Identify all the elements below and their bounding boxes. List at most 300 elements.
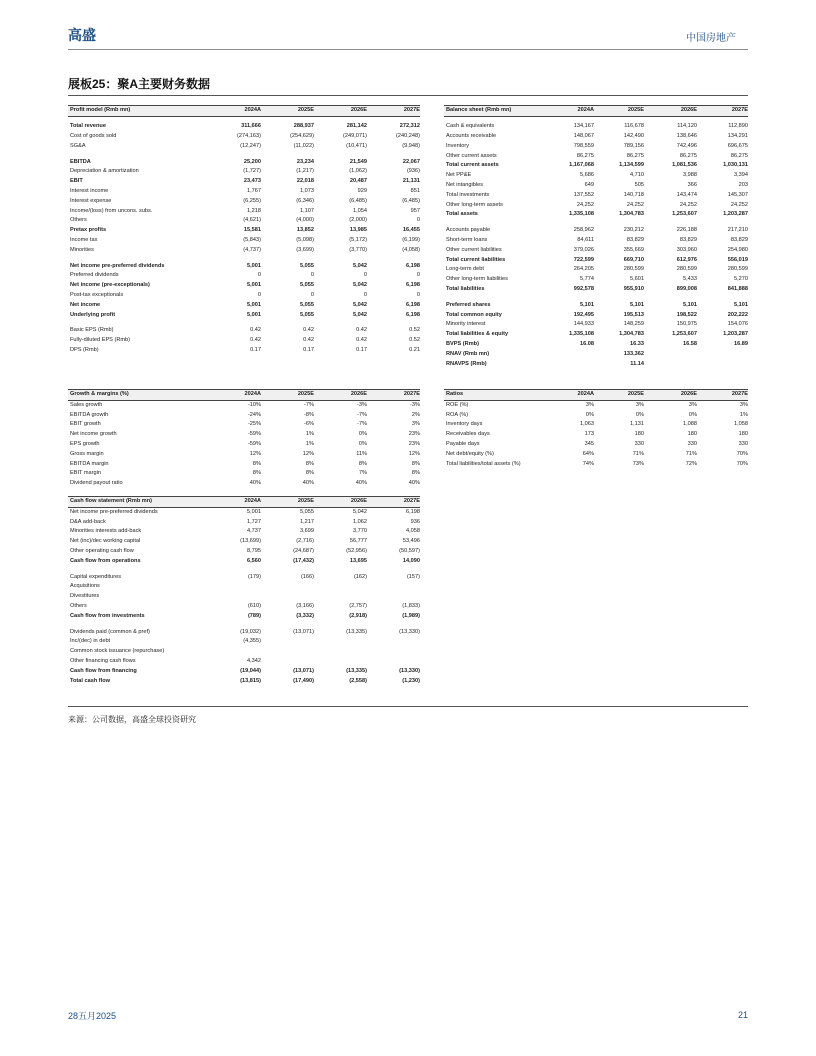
value-cell: 230,212 <box>623 227 644 234</box>
value-cell: 742,496 <box>676 142 697 149</box>
value-cell <box>367 647 420 657</box>
value-cell: 114,120 <box>677 123 697 130</box>
value-cell: (12,247) <box>240 142 261 149</box>
table-row <box>444 122 748 132</box>
value-cell: (2,918) <box>349 612 367 619</box>
table-row <box>68 628 420 638</box>
row-label: EBIT growth <box>70 421 101 428</box>
row-label: RNAVPS (Rmb) <box>446 360 487 367</box>
value-cell: 1,073 <box>300 188 314 195</box>
row-label: Net PP&E <box>446 172 472 179</box>
table-row <box>444 142 748 152</box>
value-cell: 226,188 <box>676 227 697 234</box>
year-header-cell: 2027E <box>697 106 748 117</box>
value-cell: (4,621) <box>243 217 261 224</box>
value-cell: -8% <box>304 411 314 418</box>
value-cell: -10% <box>247 401 261 408</box>
value-cell: 5,433 <box>683 276 697 283</box>
value-cell: 4,342 <box>247 657 261 664</box>
value-cell: (6,199) <box>402 237 420 244</box>
spacer-cell <box>68 489 420 495</box>
value-cell: 13,852 <box>296 227 314 234</box>
value-cell: 1,253,607 <box>672 331 697 338</box>
value-cell: 16.33 <box>630 341 644 348</box>
value-cell: 84,611 <box>577 237 594 244</box>
value-cell <box>314 582 367 592</box>
value-cell: 0.42 <box>356 327 367 334</box>
value-cell: 5,042 <box>353 301 367 308</box>
value-cell: (166) <box>300 573 314 580</box>
value-cell: 0% <box>635 411 644 418</box>
header-divider <box>68 49 748 50</box>
value-cell: 851 <box>410 188 420 195</box>
spacer-row <box>68 356 420 362</box>
value-cell: 134,291 <box>727 133 748 140</box>
value-cell: 1,203,287 <box>723 211 748 218</box>
row-label: Accounts receivable <box>446 133 497 140</box>
value-cell <box>697 350 748 360</box>
table-row <box>444 265 748 275</box>
value-cell: 3,770 <box>353 528 367 535</box>
value-cell: 303,960 <box>676 246 697 253</box>
row-label: Inc/(dec) in debt <box>70 638 111 645</box>
value-cell: 992,578 <box>573 286 594 293</box>
row-label: Net income <box>70 301 101 308</box>
value-cell: 5,101 <box>630 301 644 308</box>
value-cell: 3% <box>585 401 594 408</box>
row-label: Common stock issuance (repurchase) <box>70 648 165 655</box>
row-label: Other current liabilities <box>446 246 502 253</box>
row-label: Gross margin <box>70 450 104 457</box>
table-row <box>444 460 748 470</box>
table-title-cell: Cash flow statement (Rmb mn) <box>68 497 218 508</box>
table-row <box>444 275 748 285</box>
row-label: Total assets <box>446 211 478 218</box>
value-cell: 5,101 <box>683 301 697 308</box>
value-cell: 3,988 <box>683 172 697 179</box>
value-cell: 0 <box>310 272 314 279</box>
value-cell: 798,559 <box>573 142 594 149</box>
row-label: DPS (Rmb) <box>70 347 99 354</box>
year-header-cell: 2024A <box>218 390 261 401</box>
table-row <box>444 440 748 450</box>
value-cell: 3,699 <box>300 528 314 535</box>
value-cell: 0 <box>416 217 420 224</box>
table-row <box>68 637 420 647</box>
value-cell: 1,304,783 <box>619 211 644 218</box>
row-label: Total current liabilities <box>446 256 506 263</box>
value-cell <box>544 360 594 370</box>
value-cell: 3% <box>688 401 697 408</box>
table-row <box>68 226 420 236</box>
row-label: Inventory <box>446 142 470 149</box>
table-title-cell: Growth & margins (%) <box>68 390 218 401</box>
value-cell: 272,312 <box>399 123 420 130</box>
row-label: Others <box>70 602 87 609</box>
value-cell: 73% <box>632 460 644 467</box>
table-row <box>68 507 420 517</box>
row-label: Basic EPS (Rmb) <box>70 327 114 334</box>
value-cell: 3% <box>635 401 644 408</box>
table-row <box>68 430 420 440</box>
value-cell: 5,101 <box>580 301 594 308</box>
value-cell: 0% <box>358 440 367 447</box>
value-cell: 0 <box>416 272 420 279</box>
row-label: Total liabilities & equity <box>446 331 509 338</box>
row-label: EPS growth <box>70 440 100 447</box>
value-cell: (610) <box>247 602 261 609</box>
value-cell: 1,304,783 <box>619 331 644 338</box>
value-cell: 556,019 <box>727 256 748 263</box>
row-label: Net income pre-preferred dividends <box>70 262 165 269</box>
row-label: Interest income <box>70 188 109 195</box>
value-cell: 86,275 <box>576 152 594 159</box>
value-cell: 6,560 <box>247 557 261 564</box>
table-row <box>68 420 420 430</box>
row-label: ROE (%) <box>446 401 469 408</box>
value-cell: (1,230) <box>402 677 420 684</box>
year-header-cell: 2024A <box>218 106 261 117</box>
value-cell: 1,218 <box>247 207 261 214</box>
value-cell: (13,815) <box>240 677 261 684</box>
value-cell: 142,490 <box>623 133 644 140</box>
value-cell: 1,134,599 <box>619 162 644 169</box>
table-row <box>444 420 748 430</box>
row-label: Long-term debt <box>446 266 484 273</box>
value-cell: 12% <box>408 450 420 457</box>
value-cell: 1,767 <box>247 188 261 195</box>
table-row <box>68 271 420 281</box>
value-cell: -7% <box>357 411 367 418</box>
value-cell: 202,222 <box>727 311 748 318</box>
value-cell: (4,000) <box>296 217 314 224</box>
table-header-row <box>68 497 420 508</box>
value-cell: 70% <box>736 450 748 457</box>
value-cell: 0.42 <box>250 327 261 334</box>
row-label: Depreciation & amortization <box>70 168 139 175</box>
row-label: Cash flow from investments <box>70 612 145 619</box>
table-row <box>444 350 748 360</box>
value-cell: (1,989) <box>402 612 420 619</box>
table-row <box>444 256 748 266</box>
row-label: Minorities <box>70 246 94 253</box>
value-cell: 23% <box>408 431 420 438</box>
value-cell: (162) <box>353 573 367 580</box>
value-cell: 180 <box>687 431 697 438</box>
value-cell: (52,956) <box>346 547 367 554</box>
value-cell: 16.58 <box>683 341 697 348</box>
value-cell: 1,088 <box>683 421 697 428</box>
value-cell: (789) <box>247 612 261 619</box>
value-cell: 0 <box>257 272 261 279</box>
table-row <box>68 301 420 311</box>
value-cell: 955,910 <box>623 286 644 293</box>
row-label: EBIT <box>70 178 83 185</box>
year-header-cell: 2025E <box>594 390 644 401</box>
value-cell: 1,335,108 <box>569 331 594 338</box>
value-cell: (5,843) <box>243 237 261 244</box>
row-label: Minorities interests add-back <box>70 528 142 535</box>
table-row <box>444 171 748 181</box>
value-cell: (13,071) <box>293 628 314 635</box>
table-row <box>444 360 748 370</box>
title-divider <box>68 95 748 96</box>
value-cell: 154,076 <box>727 321 748 328</box>
value-cell: (4,737) <box>243 246 261 253</box>
value-cell: 23% <box>408 440 420 447</box>
year-header-cell: 2025E <box>261 497 314 508</box>
value-cell: 1% <box>739 411 748 418</box>
value-cell: 6,198 <box>406 311 420 318</box>
year-header-cell: 2027E <box>697 390 748 401</box>
row-label: Income tax <box>70 237 98 244</box>
value-cell <box>261 647 314 657</box>
value-cell: (13,699) <box>240 538 261 545</box>
source-divider <box>68 706 748 707</box>
value-cell: (249,071) <box>343 133 367 140</box>
value-cell: 841,888 <box>727 286 748 293</box>
table-row <box>444 340 748 350</box>
value-cell: 40% <box>249 480 261 487</box>
value-cell: 936 <box>410 518 420 525</box>
value-cell: 40% <box>302 480 314 487</box>
source-note: 来源：公司数据，高盛全球投资研究 <box>68 715 196 724</box>
value-cell: 288,937 <box>293 123 314 130</box>
value-cell: 0.17 <box>303 347 314 354</box>
value-cell: (17,432) <box>293 557 314 564</box>
value-cell: 1% <box>305 431 314 438</box>
row-label: EBITDA margin <box>70 460 109 467</box>
value-cell: 12% <box>302 450 314 457</box>
table-row <box>444 181 748 191</box>
value-cell <box>697 360 748 370</box>
value-cell: 11% <box>356 450 367 457</box>
value-cell <box>367 637 420 647</box>
value-cell: 116,678 <box>624 123 644 130</box>
value-cell: 16.08 <box>580 341 594 348</box>
table-row <box>444 330 748 340</box>
value-cell <box>314 637 367 647</box>
value-cell: 0% <box>358 431 367 438</box>
row-label: Payable days <box>446 440 480 447</box>
table-row <box>68 518 420 528</box>
value-cell: 71% <box>685 450 697 457</box>
value-cell <box>261 582 314 592</box>
value-cell: 86,275 <box>730 152 748 159</box>
value-cell <box>261 637 314 647</box>
value-cell: 3% <box>739 401 748 408</box>
year-header-cell: 2025E <box>261 106 314 117</box>
table-row <box>68 657 420 667</box>
value-cell: 8,795 <box>247 547 261 554</box>
value-cell: 143,474 <box>676 191 697 198</box>
value-cell: 21,131 <box>402 178 420 185</box>
table-header-row <box>68 106 420 117</box>
table-row <box>68 132 420 142</box>
value-cell: 330 <box>687 440 697 447</box>
row-label: Net debt/equity (%) <box>446 450 494 457</box>
value-cell: 0 <box>363 272 367 279</box>
table-row <box>444 311 748 321</box>
table-row <box>68 122 420 132</box>
value-cell: 0.42 <box>303 327 314 334</box>
row-label: SG&A <box>70 142 86 149</box>
value-cell: 5,001 <box>247 301 261 308</box>
value-cell <box>367 582 420 592</box>
row-label: Sales growth <box>70 401 103 408</box>
value-cell: 134,167 <box>573 123 594 130</box>
value-cell: 23,234 <box>296 158 314 165</box>
value-cell: 5,042 <box>353 262 367 269</box>
table-row <box>68 602 420 612</box>
table-row <box>444 285 748 295</box>
value-cell: 12% <box>249 450 261 457</box>
value-cell <box>261 592 314 602</box>
value-cell: 669,710 <box>623 256 644 263</box>
year-header-cell: 2024A <box>544 106 594 117</box>
value-cell: 148,067 <box>573 133 594 140</box>
value-cell: -59% <box>247 431 261 438</box>
value-cell: 1,131 <box>630 421 644 428</box>
value-cell: (254,629) <box>290 133 314 140</box>
table-row <box>444 226 748 236</box>
table-row <box>68 291 420 301</box>
value-cell <box>644 360 697 370</box>
value-cell: (6,485) <box>349 197 367 204</box>
value-cell: (2,000) <box>349 217 367 224</box>
spacer-row <box>444 369 748 375</box>
value-cell: 5,601 <box>630 276 644 283</box>
table-row <box>68 612 420 622</box>
row-label: Other financing cash flows <box>70 657 136 664</box>
value-cell: 1,107 <box>300 207 314 214</box>
row-label: Receivables days <box>446 431 490 438</box>
row-label: D&A add-back <box>70 518 106 525</box>
row-label: Total liabilities <box>446 286 485 293</box>
table-row <box>444 246 748 256</box>
row-label: Preferred dividends <box>70 272 119 279</box>
value-cell: 203 <box>738 182 748 189</box>
table-row <box>68 592 420 602</box>
value-cell: 11.14 <box>630 360 644 367</box>
year-header-cell: 2027E <box>367 106 420 117</box>
value-cell <box>218 582 261 592</box>
value-cell <box>644 350 697 360</box>
row-label: Total common equity <box>446 311 502 318</box>
exhibit-title: 展板25：聚A主要财务数据 <box>68 77 211 91</box>
year-header-cell: 2026E <box>314 390 367 401</box>
value-cell: 5,042 <box>353 311 367 318</box>
row-label: EBITDA growth <box>70 411 109 418</box>
value-cell: (17,490) <box>293 677 314 684</box>
value-cell: (5,172) <box>349 237 367 244</box>
table-row <box>68 677 420 687</box>
value-cell: 140,718 <box>623 191 644 198</box>
value-cell: (2,716) <box>296 538 314 545</box>
value-cell: -6% <box>304 421 314 428</box>
value-cell: 56,777 <box>349 538 367 545</box>
row-label: EBIT margin <box>70 470 101 477</box>
value-cell: 789,156 <box>623 142 644 149</box>
report-date: 28五月2025 <box>68 1011 117 1021</box>
value-cell: 280,599 <box>623 266 644 273</box>
value-cell: 8% <box>305 470 314 477</box>
value-cell: 15,581 <box>243 227 261 234</box>
value-cell: (1,727) <box>243 168 261 175</box>
value-cell: 8% <box>252 460 261 467</box>
row-label: Others <box>70 217 87 224</box>
value-cell: 311,666 <box>241 123 261 130</box>
value-cell: 7% <box>358 470 367 477</box>
value-cell: 696,675 <box>727 142 748 149</box>
value-cell: 2% <box>411 411 420 418</box>
row-label: EBITDA <box>70 158 91 165</box>
value-cell: 5,042 <box>353 282 367 289</box>
table-row <box>68 469 420 479</box>
value-cell <box>218 592 261 602</box>
value-cell: 133,362 <box>623 350 644 357</box>
value-cell: (9,948) <box>402 142 420 149</box>
row-label: Net income growth <box>70 431 117 438</box>
value-cell: 195,513 <box>623 311 644 318</box>
value-cell: 198,522 <box>676 311 697 318</box>
value-cell: 0.52 <box>409 337 420 344</box>
value-cell: 24,252 <box>730 201 748 208</box>
value-cell: -7% <box>304 401 314 408</box>
table-row <box>68 557 420 567</box>
value-cell: -3% <box>410 401 420 408</box>
value-cell: 649 <box>584 182 594 189</box>
row-label: Pretax profits <box>70 227 107 234</box>
value-cell <box>544 350 594 360</box>
row-label: Cash & equivalents <box>446 123 495 130</box>
value-cell: 145,307 <box>727 191 748 198</box>
value-cell <box>367 657 420 667</box>
value-cell: (1,062) <box>349 168 367 175</box>
table-row <box>68 450 420 460</box>
table-row <box>444 320 748 330</box>
table-row <box>68 281 420 291</box>
value-cell: 345 <box>584 440 594 447</box>
value-cell: 5,042 <box>353 508 367 515</box>
row-label: Net income pre-preferred dividends <box>70 508 158 515</box>
value-cell: (936) <box>406 168 420 175</box>
value-cell: 0% <box>688 411 697 418</box>
value-cell: (19,032) <box>240 628 261 635</box>
value-cell: 1,253,607 <box>672 211 697 218</box>
value-cell: 1,063 <box>580 421 594 428</box>
row-label: Dividend payout ratio <box>70 480 123 487</box>
value-cell: 5,001 <box>247 311 261 318</box>
table-title-cell: Profit model (Rmb mn) <box>68 106 218 117</box>
value-cell: 0.42 <box>356 337 367 344</box>
row-label: Total cash flow <box>70 677 110 684</box>
spacer-row <box>68 489 420 495</box>
value-cell: 0 <box>257 292 261 299</box>
table-row <box>68 547 420 557</box>
value-cell: (2,558) <box>349 677 367 684</box>
value-cell: 8% <box>305 460 314 467</box>
table-row <box>68 142 420 152</box>
value-cell: 112,890 <box>728 123 748 130</box>
value-cell: 5,270 <box>734 276 748 283</box>
value-cell: 25,200 <box>243 158 261 165</box>
table-row <box>68 167 420 177</box>
table-row <box>68 246 420 256</box>
year-header-cell: 2027E <box>367 390 420 401</box>
value-cell: (13,071) <box>293 667 314 674</box>
table-row <box>444 161 748 171</box>
